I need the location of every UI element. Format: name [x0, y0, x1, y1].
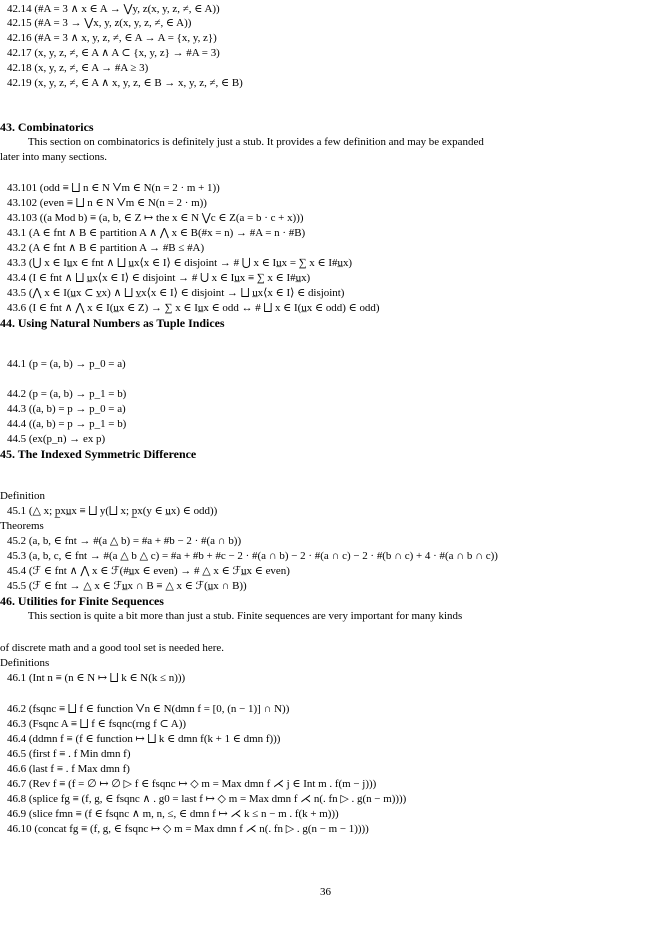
formula-line: 44.2 (p = (a, b) → p_1 = b)	[6, 388, 127, 400]
formula-line: 46.2 (fsqnc ≡ ⨆ f ∈ function ⋁n ∈ N(dmn f = [0, (n − 1)] ∩ N))	[6, 703, 290, 715]
formula-line: 43.6 (I ∈ fnt ∧ ⋀ x ∈ I(u̲x ∈ Z) → ∑ x ∈ Iu̲x ∈ odd ↔ # ⨆ x ∈ I(u̲x ∈ odd) ∈ odd)	[6, 302, 380, 314]
formula-line: 46.8 (splice fg ≡ (f, g, ∈ fsqnc ∧ . g0 = last f ↦ ◇ m = Max dmn f ⋌ n(. fn ▷ . g(n − m))))	[6, 793, 407, 805]
formula-line: 46.1 (Int n ≡ (n ∈ N ↦ ⨆ k ∈ N(k ≤ n)))	[6, 672, 186, 684]
formula-line: 44.1 (p = (a, b) → p_0 = a)	[6, 358, 126, 370]
formula-line: 45.3 (a, b, c, ∈ fnt → #(a △ b △ c) = #a + #b + #c − 2 · #(a ∩ b) − 2 · #(a ∩ c) − 2 · #(b ∩ c) + 4 · #(a ∩ b ∩ c))	[6, 550, 498, 562]
formula-line: 46.4 (ddmn f ≡ (f ∈ function ↦ ⨆ k ∈ dmn f(k + 1 ∈ dmn f)))	[6, 733, 281, 745]
section-heading: 46. Utilities for Finite Sequences	[0, 594, 164, 608]
formula-line: 44.5 (ex(p_n) → ex p)	[6, 433, 106, 445]
paragraph-line: This section on combinatorics is definitely just a stub. It provides a few definition and may be expanded	[27, 136, 484, 148]
formula-line: 46.10 (concat fg ≡ (f, g, ∈ fsqnc ↦ ◇ m = Max dmn f ⋌ n(. fn ▷ . g(n − m − 1))))	[6, 823, 369, 835]
formula-line: 45.4 (ℱ ∈ fnt ∧ ⋀ x ∈ ℱ(#u̲x ∈ even) → # △ x ∈ ℱu̲x ∈ even)	[6, 565, 290, 577]
section-heading: 44. Using Natural Numbers as Tuple Indices	[0, 316, 225, 330]
formula-line: 46.5 (first f ≡ . f Min dmn f)	[6, 748, 131, 760]
formula-line: 44.4 ((a, b) = p → p_1 = b)	[6, 418, 127, 430]
formula-line: 45.2 (a, b, ∈ fnt → #(a △ b) = #a + #b − 2 · #(a ∩ b))	[6, 535, 242, 547]
formula-line: 45.1 (△ x; p̲xu̲x ≡ ⨆ y(⨆ x; p̲x(y ∈ u̲x) ∈ odd))	[6, 505, 218, 517]
formula-line: 44.3 ((a, b) = p → p_0 = a)	[6, 403, 126, 415]
formula-line: 43.4 (I ∈ fnt ∧ ⨆ u̲x⟨x ∈ I⟩ ∈ disjoint → # ⋃ x ∈ Iu̲x ≡ ∑ x ∈ I#u̲x)	[6, 272, 311, 284]
formula-line: 42.15 (#A = 3 → ⋁x, y, z(x, y, z, ≠, ∈ A))	[6, 17, 192, 29]
section-heading: 43. Combinatorics	[0, 120, 94, 134]
formula-line: 43.1 (A ∈ fnt ∧ B ∈ partition A ∧ ⋀ x ∈ B(#x = n) → #A = n · #B)	[6, 227, 306, 239]
formula-line: 42.19 (x, y, z, ≠, ∈ A ∧ x, y, z, ∈ B → x, y, z, ≠, ∈ B)	[6, 77, 243, 89]
formula-line: 46.9 (slice fmn ≡ (f ∈ fsqnc ∧ m, n, ≤, ∈ dmn f ↦ ⋌ k ≤ n − m . f(k + m)))	[6, 808, 339, 820]
formula-line: 43.101 (odd ≡ ⨆ n ∈ N ⋁m ∈ N(n = 2 · m + 1))	[6, 182, 220, 194]
paragraph-line: This section is quite a bit more than just a stub. Finite sequences are very important for many kinds	[27, 610, 463, 622]
paragraph-line: later into many sections.	[0, 151, 107, 163]
formula-line: 45.5 (ℱ ∈ fnt → △ x ∈ ℱu̲x ∩ B ≡ △ x ∈ ℱ(u̲x ∩ B))	[6, 580, 247, 592]
formula-line: 42.17 (x, y, z, ≠, ∈ A ∧ A ⊂ {x, y, z} → #A = 3)	[6, 47, 220, 59]
formula-line: 43.2 (A ∈ fnt ∧ B ∈ partition A → #B ≤ #A)	[6, 242, 205, 254]
subsection-label: Definitions	[0, 657, 50, 669]
formula-line: 43.103 ((a Mod b) ≡ (a, b, ∈ Z ↦ the x ∈ N ⋁c ∈ Z(a = b · c + x)))	[6, 212, 304, 224]
formula-line: 43.102 (even ≡ ⨆ n ∈ N ⋁m ∈ N(n = 2 · m))	[6, 197, 207, 209]
section-heading: 45. The Indexed Symmetric Difference	[0, 447, 197, 461]
page-number: 36	[320, 886, 331, 898]
paragraph-line: of discrete math and a good tool set is needed here.	[0, 642, 224, 654]
formula-line: 42.16 (#A = 3 ∧ x, y, z, ≠, ∈ A → A = {x, y, z})	[6, 32, 217, 44]
formula-line: 42.18 (x, y, z, ≠, ∈ A → #A ≥ 3)	[6, 62, 149, 74]
formula-line: 46.7 (Rev f ≡ (f = ∅ ↦ ∅ ▷ f ∈ fsqnc ↦ ◇ m = Max dmn f ⋌ j ∈ Int m . f(m − j)))	[6, 778, 377, 790]
formula-line: 42.14 (#A = 3 ∧ x ∈ A → ⋁y, z(x, y, z, ≠, ∈ A))	[6, 3, 220, 15]
subsection-label: Definition	[0, 490, 45, 502]
formula-line: 46.3 (Fsqnc A ≡ ⨆ f ∈ fsqnc(rng f ⊂ A))	[6, 718, 187, 730]
formula-line: 46.6 (last f ≡ . f Max dmn f)	[6, 763, 130, 775]
subsection-label: Theorems	[0, 520, 44, 532]
formula-line: 43.3 (⋃ x ∈ Iu̲x ∈ fnt ∧ ⨆ u̲x⟨x ∈ I⟩ ∈ disjoint → # ⋃ x ∈ Iu̲x = ∑ x ∈ I#u̲x)	[6, 257, 353, 269]
formula-line: 43.5 (⋀ x ∈ I(u̲x ⊂ v̲x) ∧ ⨆ v̲x⟨x ∈ I⟩ ∈ disjoint → ⨆ u̲x⟨x ∈ I⟩ ∈ disjoint)	[6, 287, 345, 299]
